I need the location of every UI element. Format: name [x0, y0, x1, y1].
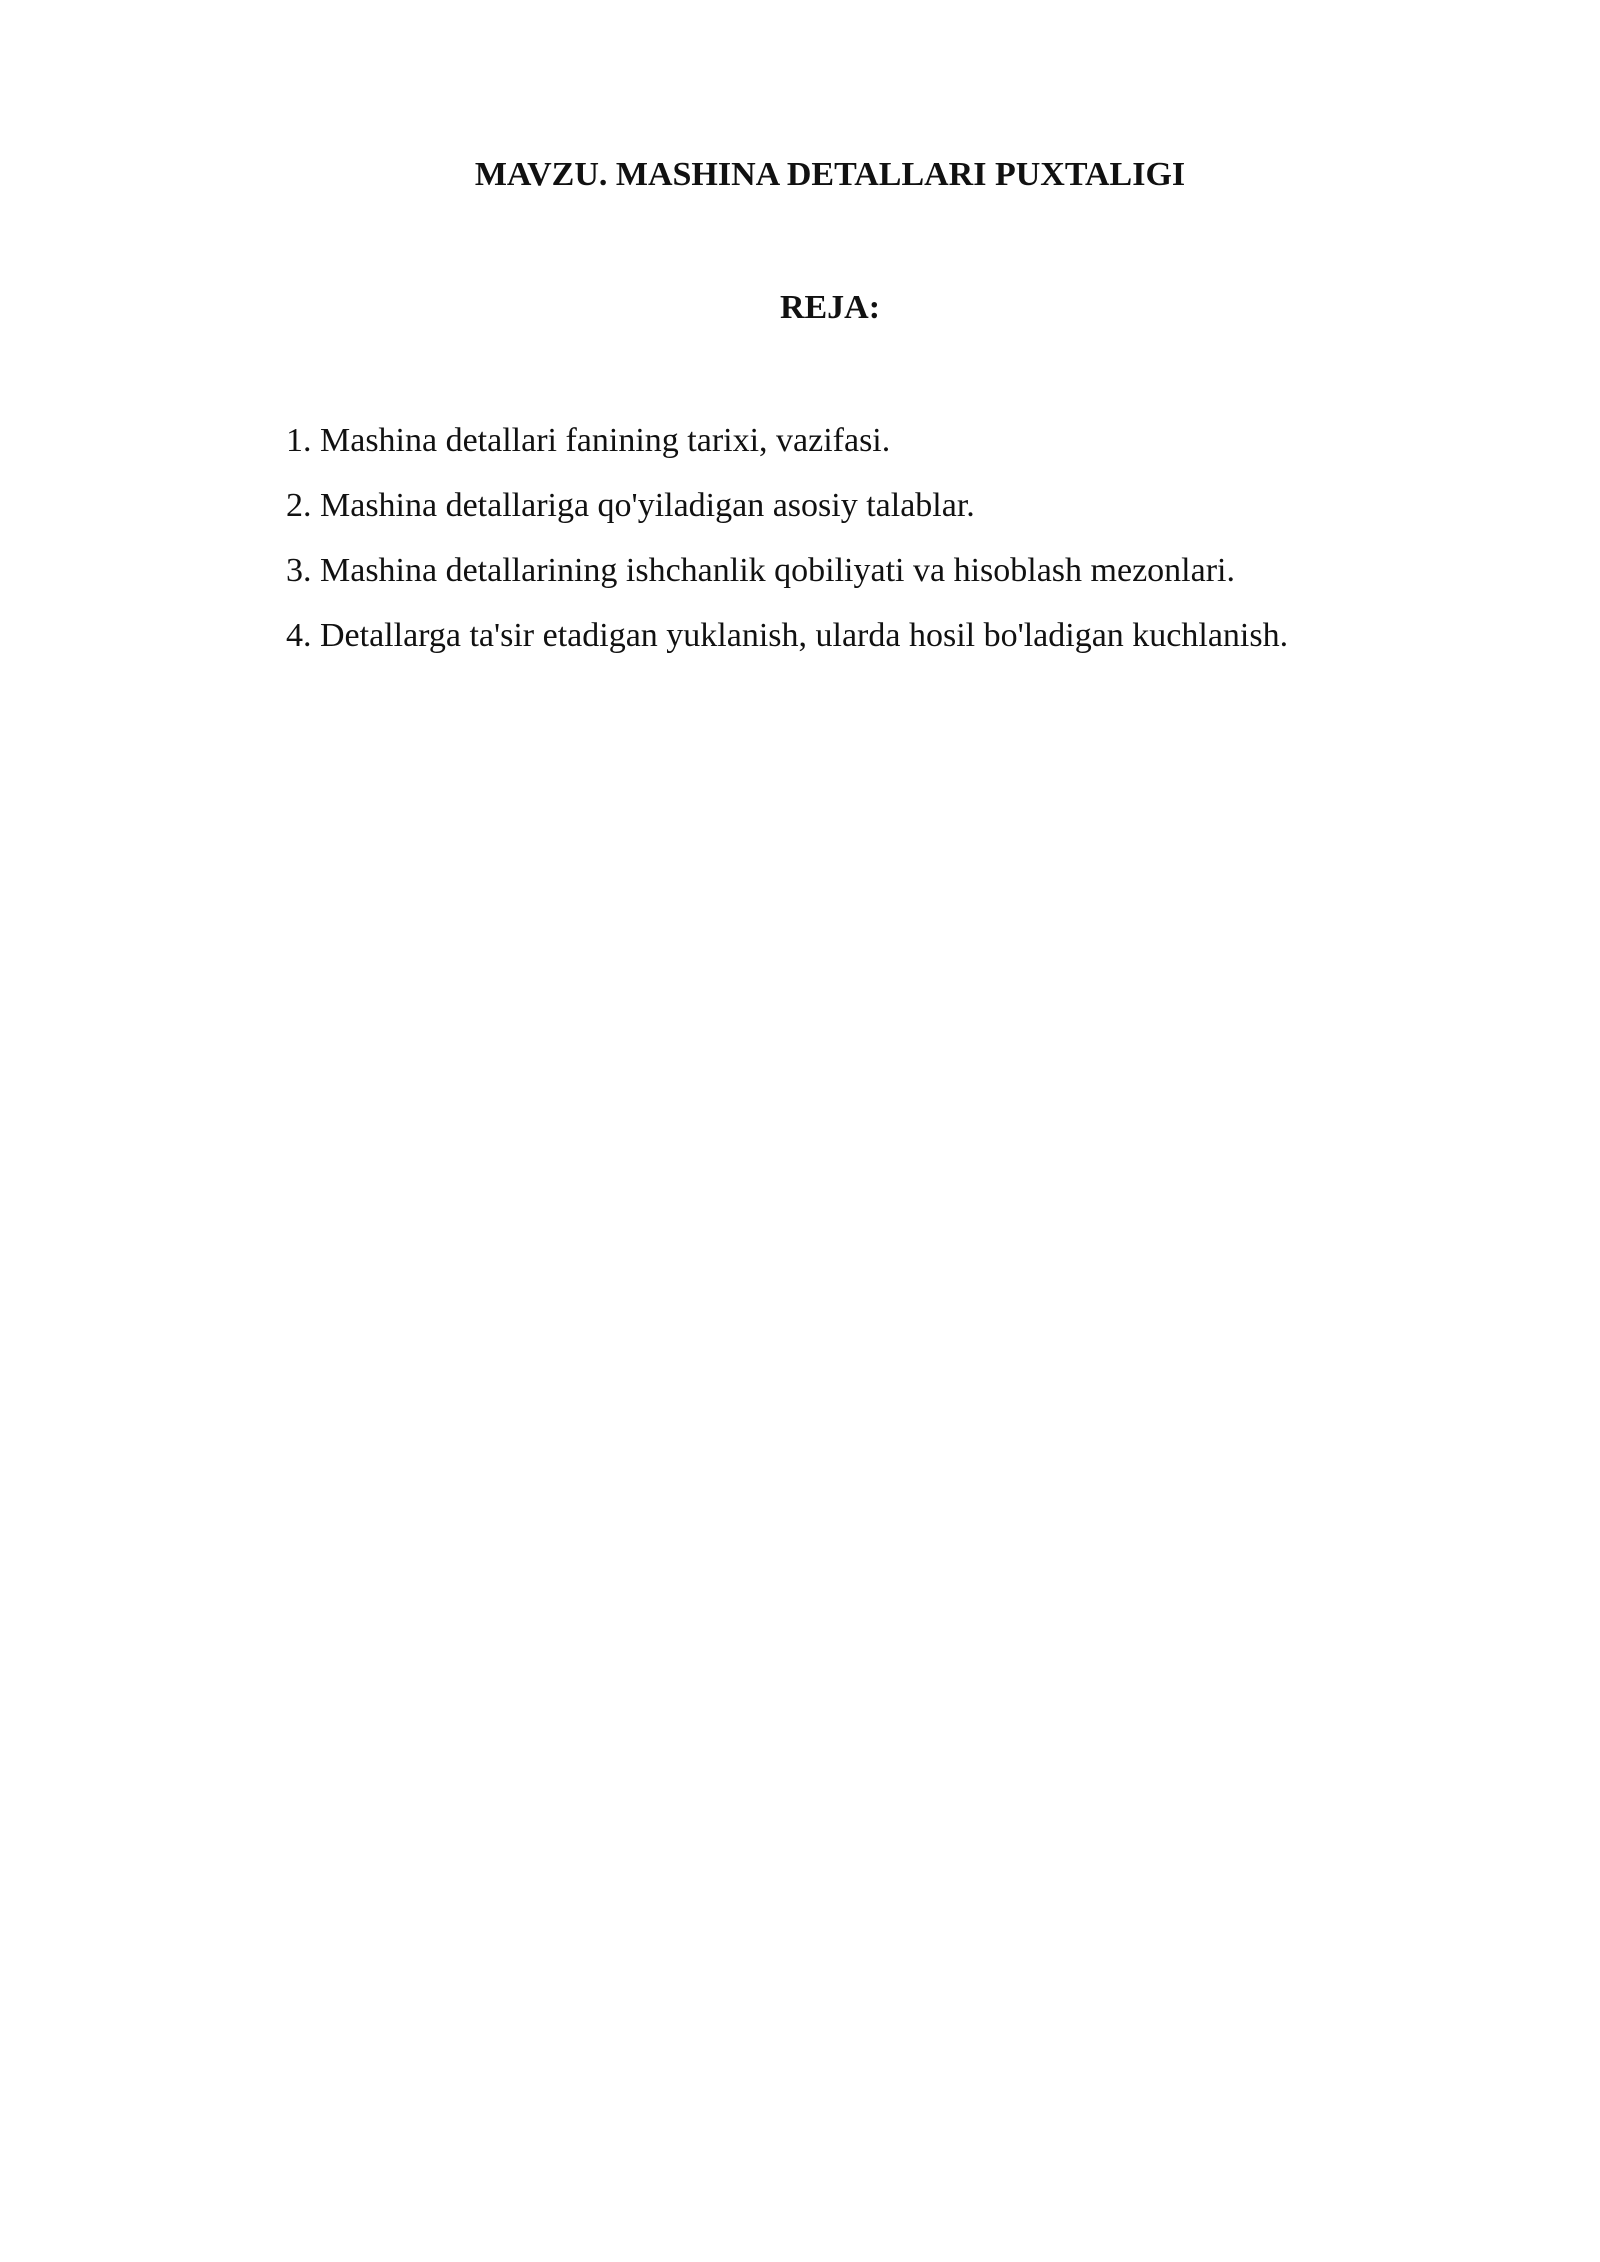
plan-item: 2. Mashina detallariga qo'yiladigan asosiy talablar.: [286, 487, 975, 524]
plan-item: 4. Detallarga ta'sir etadigan yuklanish, ularda hosil bo'ladigan kuchlanish.: [286, 617, 1289, 654]
plan-heading: REJA:: [779, 289, 881, 326]
document-title: MAVZU. MASHINA DETALLARI PUXTALIGI: [474, 156, 1186, 193]
plan-item: 1. Mashina detallari fanining tarixi, vazifasi.: [286, 422, 891, 459]
plan-item: 3. Mashina detallarining ishchanlik qobiliyati va hisoblash mezonlari.: [286, 552, 1235, 589]
plan-list: [286, 408, 1288, 668]
